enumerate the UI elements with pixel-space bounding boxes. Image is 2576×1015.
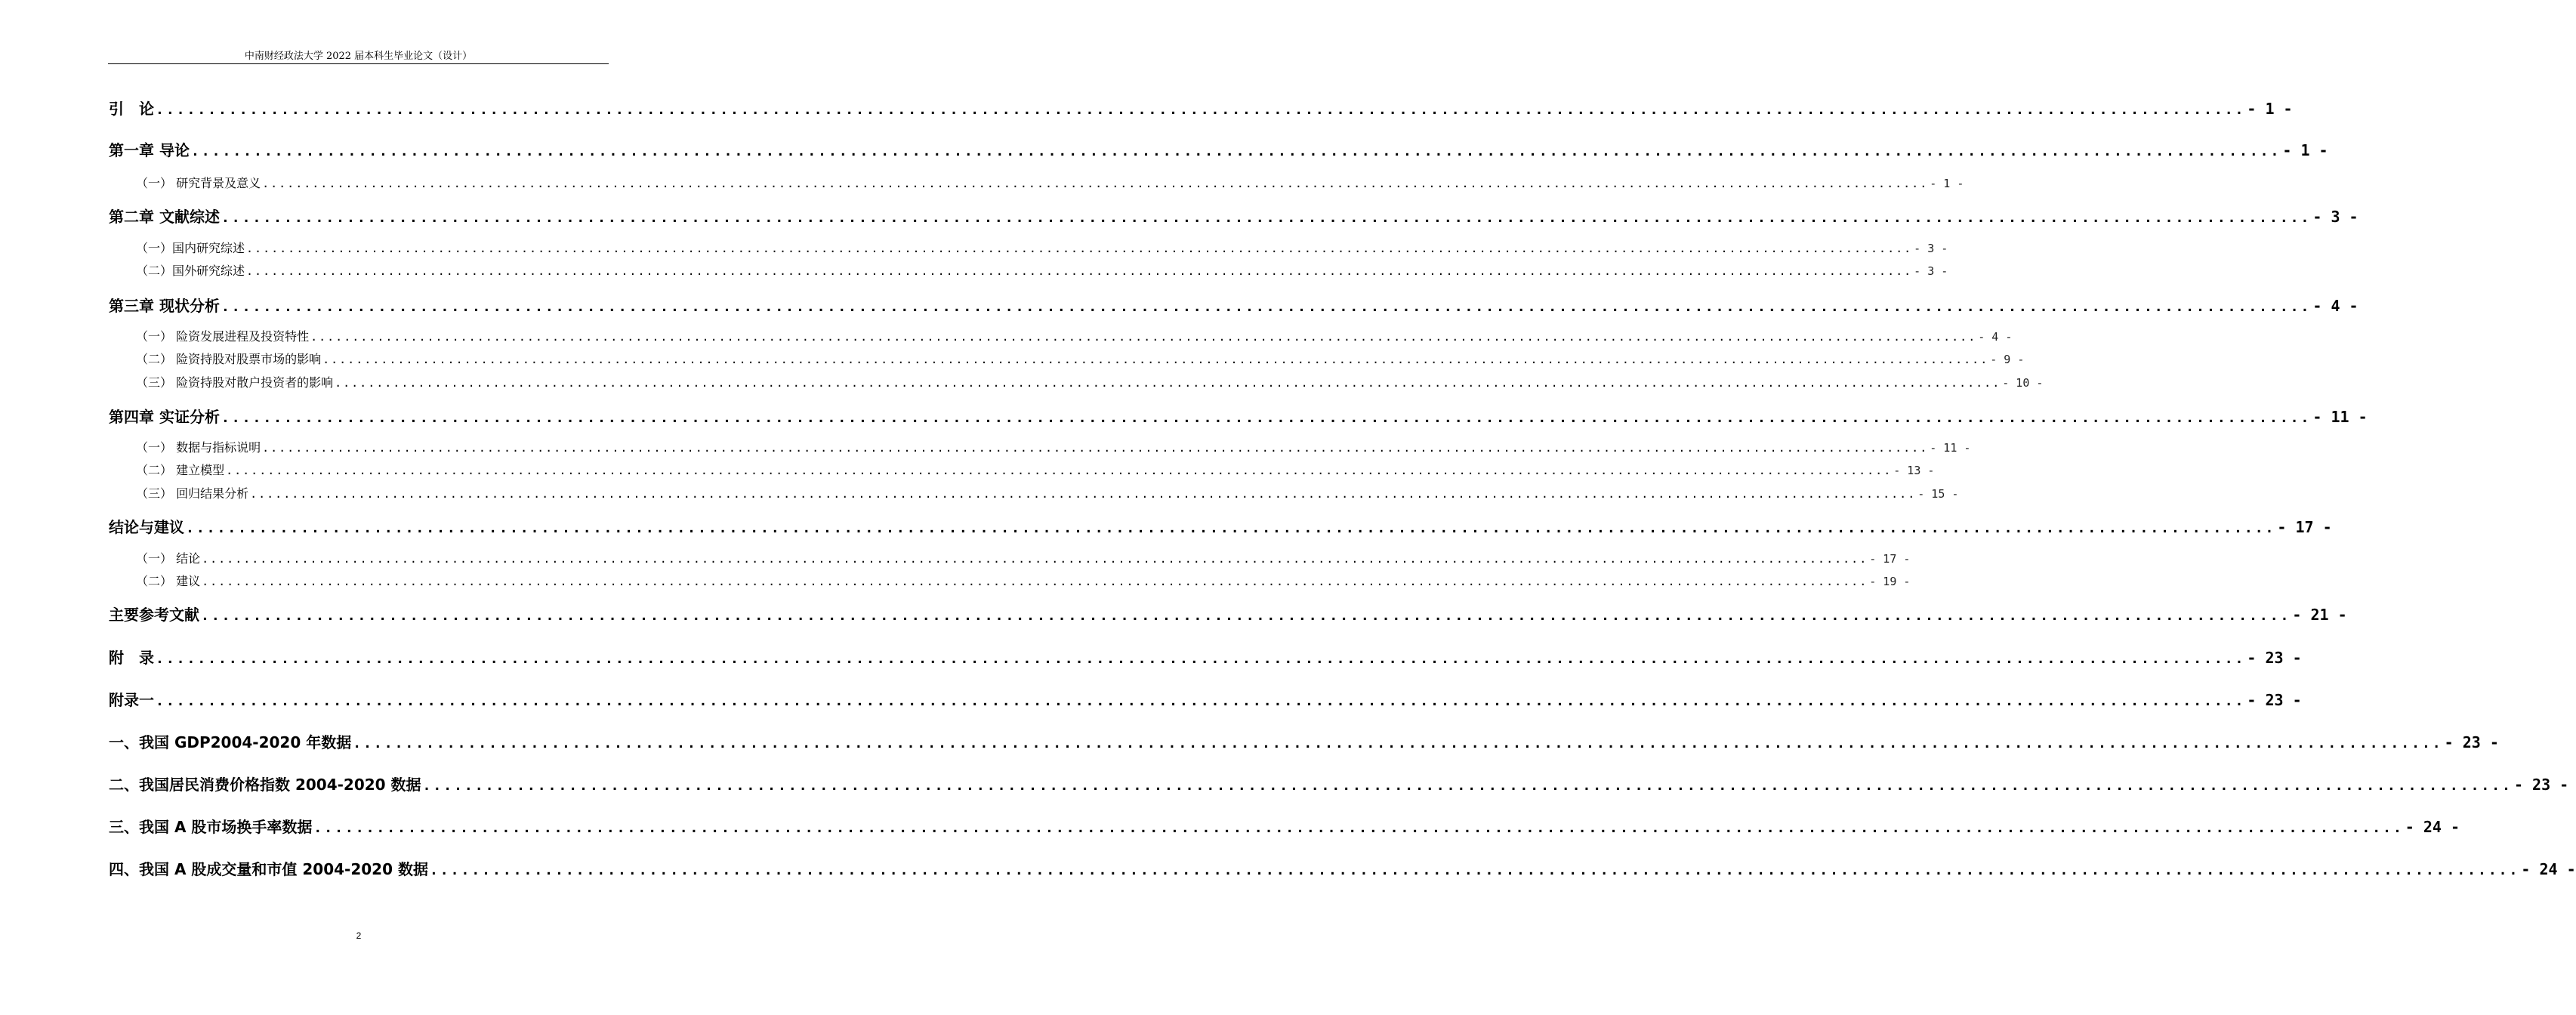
toc-entry-page: - 24 - — [2521, 860, 2576, 878]
toc-entry-title: （二） 建议 — [136, 574, 201, 588]
toc-entry[interactable] — [136, 327, 2013, 344]
toc-dot-leader: ........................................................................................................................................................................................................ — [262, 441, 1929, 455]
toc-entry-page: - 4 - — [1978, 330, 2013, 344]
toc-entry-page: - 9 - — [1990, 353, 2025, 366]
toc-dot-leader: ........................................................................................................................................................................................................ — [335, 376, 2001, 390]
toc-entry[interactable] — [136, 174, 1964, 190]
toc-entry-title: 第一章 导论 — [109, 141, 190, 159]
toc-entry-page: - 23 - — [2247, 649, 2302, 667]
toc-entry-title: （二） 建立模型 — [136, 463, 225, 477]
toc-entry[interactable] — [136, 438, 1971, 455]
toc-entry-page: - 10 - — [2002, 376, 2044, 390]
toc-entry-page: - 4 - — [2312, 297, 2359, 315]
toc-entry[interactable] — [109, 405, 2368, 427]
toc-entry-page: - 15 - — [1917, 487, 1959, 501]
toc-entry[interactable] — [136, 239, 1948, 255]
toc-entry-title: 二、我国居民消费价格指数 2004-2020 数据 — [109, 776, 421, 794]
toc-dot-leader: ........................................................................................................................................................................................................ — [221, 299, 2312, 315]
toc-dot-leader: ........................................................................................................................................................................................................ — [156, 693, 2246, 709]
toc-entry-page: - 3 - — [1914, 264, 1948, 278]
toc-entry[interactable] — [109, 603, 2347, 625]
toc-entry-page: - 24 - — [2405, 818, 2460, 836]
header-title: 中南财经政法大学 2022 届本科生毕业论文（设计） — [244, 51, 473, 62]
toc-dot-leader: ........................................................................................................................................................................................................ — [156, 651, 2246, 667]
toc-dot-leader: ........................................................................................................................................................................................................ — [221, 210, 2312, 226]
toc-entry-page: - 11 - — [1930, 441, 1971, 455]
toc-entry-title: 主要参考文献 — [109, 606, 199, 624]
toc-dot-leader: ........................................................................................................................................................................................................ — [186, 520, 2276, 536]
toc-dot-leader: ........................................................................................................................................................................................................ — [429, 862, 2520, 878]
toc-entry-title: （三） 险资持股对散户投资者的影响 — [136, 375, 334, 390]
toc-entry-title: （二）国外研究综述 — [136, 264, 245, 278]
toc-dot-leader: ........................................................................................................................................................................................................ — [201, 608, 2291, 624]
toc-entry-page: - 19 - — [1869, 575, 1911, 588]
toc-entry-title: 结论与建议 — [109, 518, 184, 536]
toc-dot-leader: ........................................................................................................................................................................................................ — [221, 410, 2312, 426]
toc-dot-leader: ........................................................................................................................................................................................................ — [353, 736, 2443, 751]
toc-entry-page: - 1 - — [1930, 177, 1964, 190]
toc-entry[interactable] — [136, 350, 2025, 366]
toc-entry-title: 第四章 实证分析 — [109, 408, 220, 426]
toc-entry-title: 引 论 — [109, 100, 154, 118]
toc-dot-leader: ........................................................................................................................................................................................................ — [310, 330, 1977, 344]
toc-entry-page: - 23 - — [2513, 776, 2569, 794]
toc-entry-title: 一、我国 GDP2004-2020 年数据 — [109, 733, 352, 751]
toc-entry-title: （一） 数据与指标说明 — [136, 440, 261, 455]
toc-entry-page: - 3 - — [1914, 242, 1948, 255]
toc-entry-title: 四、我国 A 股成交量和市值 2004-2020 数据 — [109, 860, 428, 878]
toc-entry-title: 第二章 文献综述 — [109, 208, 220, 226]
toc-entry[interactable] — [109, 205, 2359, 227]
toc-dot-leader: ........................................................................................................................................................................................................ — [202, 575, 1868, 588]
toc-entry-title: 附录一 — [109, 691, 154, 709]
toc-dot-leader: ........................................................................................................................................................................................................ — [156, 102, 2246, 118]
toc-entry[interactable] — [109, 97, 2293, 119]
toc-entry[interactable] — [136, 549, 1911, 566]
toc-dot-leader: ........................................................................................................................................................................................................ — [250, 487, 1917, 501]
toc-entry[interactable] — [136, 572, 1911, 588]
toc-entry-title: （一） 研究背景及意义 — [136, 176, 261, 190]
toc-entry[interactable] — [109, 138, 2328, 161]
toc-entry-title: （一） 结论 — [136, 551, 201, 566]
toc-entry-page: - 21 - — [2292, 606, 2347, 624]
toc-dot-leader: ........................................................................................................................................................................................................ — [262, 177, 1929, 190]
page-footer — [0, 930, 717, 941]
page-number: 2 — [356, 930, 362, 941]
toc-entry-title: （二） 险资持股对股票市场的影响 — [136, 352, 322, 366]
toc-entry-page: - 17 - — [1869, 552, 1911, 566]
toc-entry-title: （一）国内研究综述 — [136, 241, 245, 255]
toc-entry[interactable] — [109, 646, 2302, 668]
toc-entry-title: 三、我国 A 股市场换手率数据 — [109, 818, 313, 836]
toc-entry-page: - 23 - — [2247, 691, 2302, 709]
toc-entry-page: - 11 - — [2312, 408, 2368, 426]
toc-entry-page: - 1 - — [2282, 141, 2328, 159]
toc-entry-page: - 23 - — [2444, 733, 2499, 751]
toc-entry-page: - 1 - — [2247, 100, 2293, 118]
toc-entry[interactable] — [109, 515, 2332, 538]
toc-entry-page: - 13 - — [1893, 464, 1935, 477]
toc-entry-title: 第三章 现状分析 — [109, 297, 220, 315]
toc-entry[interactable] — [136, 261, 1948, 278]
toc-entry[interactable] — [136, 373, 2044, 390]
toc-dot-leader: ........................................................................................................................................................................................................ — [422, 778, 2513, 794]
toc-dot-leader: ........................................................................................................................................................................................................ — [246, 264, 1913, 278]
toc-dot-leader: ........................................................................................................................................................................................................ — [313, 820, 2404, 836]
toc-entry[interactable] — [109, 857, 2576, 880]
toc-entry-title: （一） 险资发展进程及投资特性 — [136, 329, 310, 344]
toc-dot-leader: ........................................................................................................................................................................................................ — [226, 464, 1893, 477]
toc-entry[interactable] — [109, 773, 2569, 795]
toc-entry-page: - 3 - — [2312, 208, 2359, 226]
toc-entry-title: （三） 回归结果分析 — [136, 486, 249, 501]
toc-dot-leader: ........................................................................................................................................................................................................ — [190, 143, 2281, 159]
toc-entry[interactable] — [136, 484, 1959, 501]
toc-dot-leader: ........................................................................................................................................................................................................ — [246, 242, 1913, 255]
toc-dot-leader: ........................................................................................................................................................................................................ — [322, 353, 1989, 366]
toc-dot-leader: ........................................................................................................................................................................................................ — [202, 552, 1868, 566]
toc-entry[interactable] — [109, 815, 2460, 838]
toc-entry-title: 附 录 — [109, 649, 154, 667]
toc-entry-page: - 17 - — [2277, 518, 2332, 536]
toc-entry[interactable] — [136, 461, 1935, 477]
toc-entry[interactable] — [109, 730, 2499, 753]
toc-entry[interactable] — [109, 688, 2302, 711]
toc-entry[interactable] — [109, 294, 2359, 316]
